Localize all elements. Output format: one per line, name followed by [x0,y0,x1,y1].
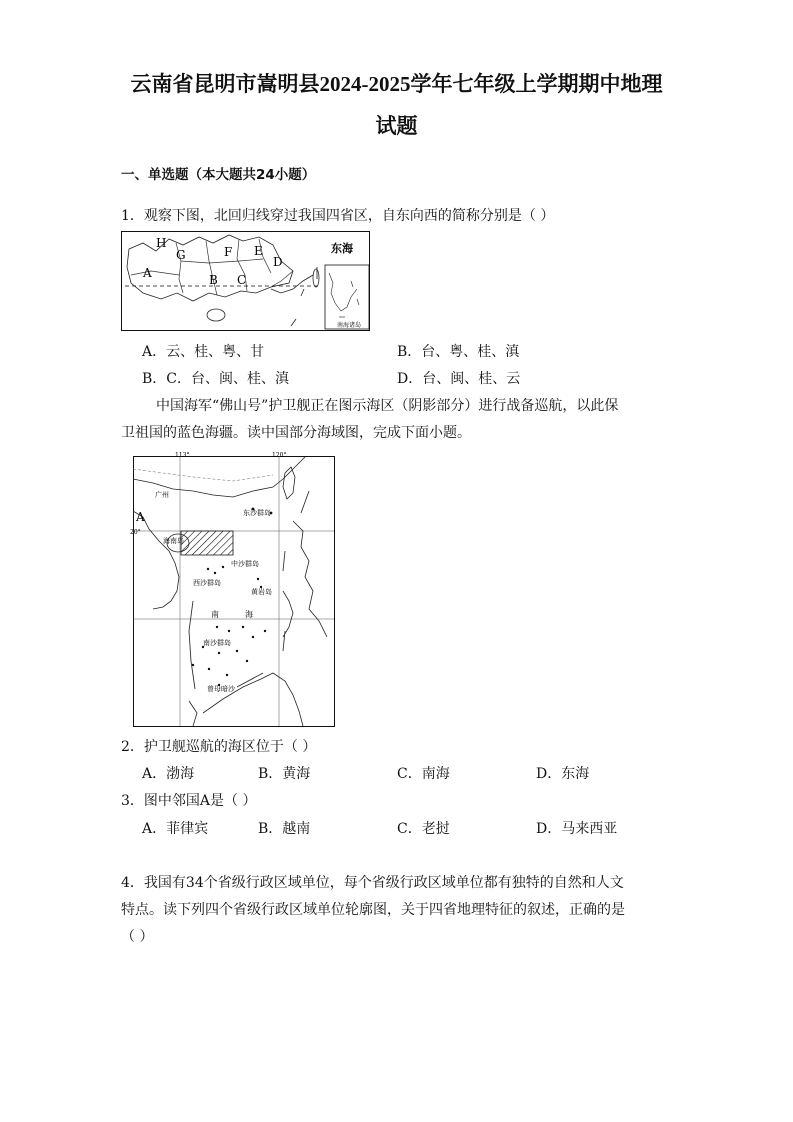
map2-letter-a: A [136,510,145,524]
q1-stem: 1．观察下图，北回归线穿过我国四省区，自东向西的简称分别是（ ） [121,208,555,224]
q3-option-b[interactable]: B．越南 [258,821,311,837]
section-heading: 一、单选题（本大题共24小题） [121,167,316,183]
map2-label-nansha: 南沙群岛 [203,639,231,647]
intro-line1: 中国海军“佛山号”护卫舰正在图示海区（阴影部分）进行战备巡航，以此保 [156,398,619,414]
q3-option-c[interactable]: C．老挝 [397,821,450,837]
q1-option-c[interactable]: B．C．台、闽、桂、滇 [142,371,289,387]
document-title-line2: 试题 [375,114,418,138]
q1-option-d[interactable]: D．台、闽、桂、云 [397,371,521,387]
map-sea-label: 东海 [331,242,353,255]
map-inset-label: 南海诸岛 [337,322,362,329]
map2-label-nan: 南 [211,610,219,619]
map-letter-a: A [143,266,152,280]
q4-line2: 特点。读下列四个省级行政区域单位轮廓图，关于四省地理特征的叙述，正确的是 [121,902,625,918]
map-letter-e: E [254,244,263,258]
south-china-sea-map [130,451,336,728]
map2-label-zengmu: 曾母暗沙 [207,685,235,693]
q2-option-c[interactable]: C．南海 [397,766,450,782]
map2-label-hainan: 海南岛 [163,537,184,545]
map2-lat-20: 20° [130,529,141,536]
map-letter-d: D [273,255,283,269]
map2-label-guangzhou: 广州 [155,491,169,499]
map2-lon-113: 113° [175,452,190,459]
q3-option-a[interactable]: A．菲律宾 [142,821,209,837]
map-letter-f: F [224,245,233,259]
q3-option-d[interactable]: D．马来西亚 [536,821,618,837]
map2-label-huangyan: 黄岩岛 [251,588,272,596]
map2-label-xisha: 西沙群岛 [193,579,221,587]
q1-option-b[interactable]: B．台、粤、桂、滇 [397,344,520,360]
q3-stem: 3．图中邻国A是（ ） [121,793,257,809]
q2-option-b[interactable]: B．黄海 [258,766,311,782]
intro-line2: 卫祖国的蓝色海疆。读中国部分海域图，完成下面小题。 [121,425,471,441]
map-letter-b: B [209,273,218,287]
map2-label-dongsha: 东沙群岛 [243,509,271,517]
q2-stem: 2．护卫舰巡航的海区位于（ ） [121,739,317,755]
map2-label-hai: 海 [245,610,253,619]
document-title-line1: 云南省昆明市嵩明县2024-2025学年七年级上学期期中地理 [130,72,663,96]
map-letter-g: G [176,248,186,262]
q1-option-a[interactable]: A．云、桂、粤、甘 [142,344,265,360]
q2-option-d[interactable]: D．东海 [536,766,590,782]
map-letter-h: H [156,236,167,250]
q4-line1: 4．我国有34个省级行政区域单位，每个省级行政区域单位都有独特的自然和人文 [121,875,624,891]
q4-line3: （ ） [121,929,154,945]
map2-label-zhongsha: 中沙群岛 [231,560,259,568]
map-letter-c: C [237,273,247,287]
q2-option-a[interactable]: A．渤海 [142,766,195,782]
map2-lon-120: 120° [272,452,287,459]
q1-province-map [121,231,371,332]
